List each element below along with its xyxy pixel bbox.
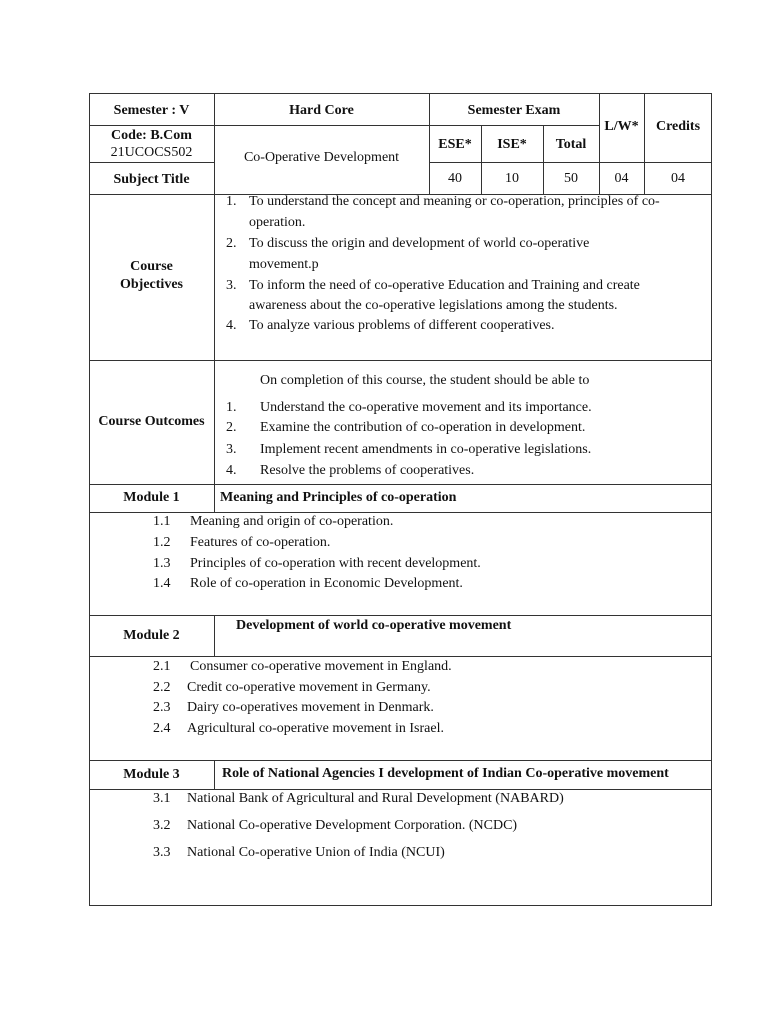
- credits-value: 04: [671, 171, 685, 186]
- objective-text: awareness about the co-operative legislations among the students.: [249, 298, 618, 313]
- outcome-number: 4.: [226, 463, 237, 478]
- outcomes-intro: On completion of this course, the student should be able to: [260, 373, 590, 388]
- module-item-text: Agricultural co-operative movement in Israel.: [187, 721, 444, 736]
- objective-text: To discuss the origin and development of world co-operative: [249, 236, 590, 251]
- row-divider: [89, 125, 429, 126]
- module-item-text: Principles of co-operation with recent development.: [190, 556, 481, 571]
- course-code: 21UCOCS502: [110, 145, 193, 160]
- lw-value: 04: [614, 171, 629, 186]
- outcome-text: Implement recent amendments in co-operative legislations.: [260, 442, 592, 457]
- module-item-number: 2.3: [153, 700, 171, 715]
- total-value: 50: [564, 171, 578, 186]
- module-item-number: 3.1: [153, 791, 171, 806]
- module-item-text: Credit co-operative movement in Germany.: [187, 680, 431, 695]
- objective-text: To understand the concept and meaning or co-operation, principles of co-: [249, 194, 660, 209]
- course-name: Co-Operative Development: [243, 150, 400, 165]
- module-label: Module 2: [123, 628, 180, 643]
- course-objectives-label: Course: [130, 259, 173, 274]
- ese-value: 40: [448, 171, 462, 186]
- ise-value: 10: [505, 171, 519, 186]
- semester-exam-label: Semester Exam: [467, 103, 561, 118]
- module-item-number: 2.1: [153, 659, 171, 674]
- outcome-number: 3.: [226, 442, 237, 457]
- row-divider: [89, 656, 712, 657]
- module-item-number: 1.3: [153, 556, 171, 571]
- outcome-text: Examine the contribution of co-operation in development.: [260, 420, 586, 435]
- module-item-text: Consumer co-operative movement in England.: [190, 659, 452, 674]
- course-outcomes-label: Course Outcomes: [98, 414, 205, 429]
- semester-label: Semester : V: [113, 103, 190, 118]
- total-label: Total: [555, 137, 587, 152]
- module-title: Meaning and Principles of co-operation: [220, 490, 457, 505]
- credits-label: Credits: [655, 119, 701, 134]
- module-item-number: 1.1: [153, 514, 171, 529]
- module-item-text: Meaning and origin of co-operation.: [190, 514, 394, 529]
- outcome-text: Understand the co-operative movement and its importance.: [260, 400, 592, 415]
- module-item-text: National Co-operative Development Corporation. (NCDC): [187, 818, 518, 833]
- col-divider: [214, 760, 215, 789]
- ese-label: ESE*: [438, 137, 472, 152]
- module-label: Module 3: [123, 767, 180, 782]
- module-item-text: Dairy co-operatives movement in Denmark.: [187, 700, 434, 715]
- module-item-number: 1.2: [153, 535, 171, 550]
- row-divider: [429, 162, 712, 163]
- objective-text: To inform the need of co-operative Education and Training and create: [249, 278, 640, 293]
- module-item-number: 3.3: [153, 845, 171, 860]
- row-divider: [89, 789, 712, 790]
- module-label: Module 1: [123, 490, 180, 505]
- ise-label: ISE*: [497, 137, 527, 152]
- row-divider: [89, 615, 712, 616]
- course-objectives-label: Objectives: [120, 277, 183, 292]
- objective-number: 2.: [226, 236, 237, 251]
- hard-core-label: Hard Core: [289, 103, 354, 118]
- outcome-number: 1.: [226, 400, 237, 415]
- module-item-number: 2.4: [153, 721, 171, 736]
- module-title: Development of world co-operative movement: [236, 618, 512, 633]
- objective-number: 1.: [226, 194, 237, 209]
- module-item-text: Role of co-operation in Economic Development.: [190, 576, 463, 591]
- outcome-text: Resolve the problems of cooperatives.: [260, 463, 475, 478]
- module-item-text: Features of co-operation.: [190, 535, 331, 550]
- row-divider: [89, 484, 712, 485]
- lw-label: L/W*: [604, 119, 639, 134]
- objective-text: To analyze various problems of different cooperatives.: [249, 318, 555, 333]
- module-item-number: 1.4: [153, 576, 171, 591]
- objective-text: operation.: [249, 215, 306, 230]
- module-item-text: National Bank of Agricultural and Rural Development (NABARD): [187, 791, 564, 806]
- row-divider: [89, 360, 712, 361]
- row-divider: [89, 512, 712, 513]
- module-item-number: 3.2: [153, 818, 171, 833]
- col-divider: [214, 615, 215, 656]
- objective-text: movement.p: [249, 257, 319, 272]
- code-label: Code: B.Com: [111, 128, 192, 143]
- row-divider: [89, 760, 712, 761]
- objective-number: 3.: [226, 278, 237, 293]
- row-divider: [429, 125, 599, 126]
- outcome-number: 2.: [226, 420, 237, 435]
- subject-title-label: Subject Title: [113, 172, 190, 187]
- row-divider: [89, 162, 214, 163]
- module-title: Role of National Agencies I development of Indian Co-operative movement: [222, 766, 669, 781]
- objective-number: 4.: [226, 318, 237, 333]
- module-item-text: National Co-operative Union of India (NCUI): [187, 845, 445, 860]
- module-item-number: 2.2: [153, 680, 171, 695]
